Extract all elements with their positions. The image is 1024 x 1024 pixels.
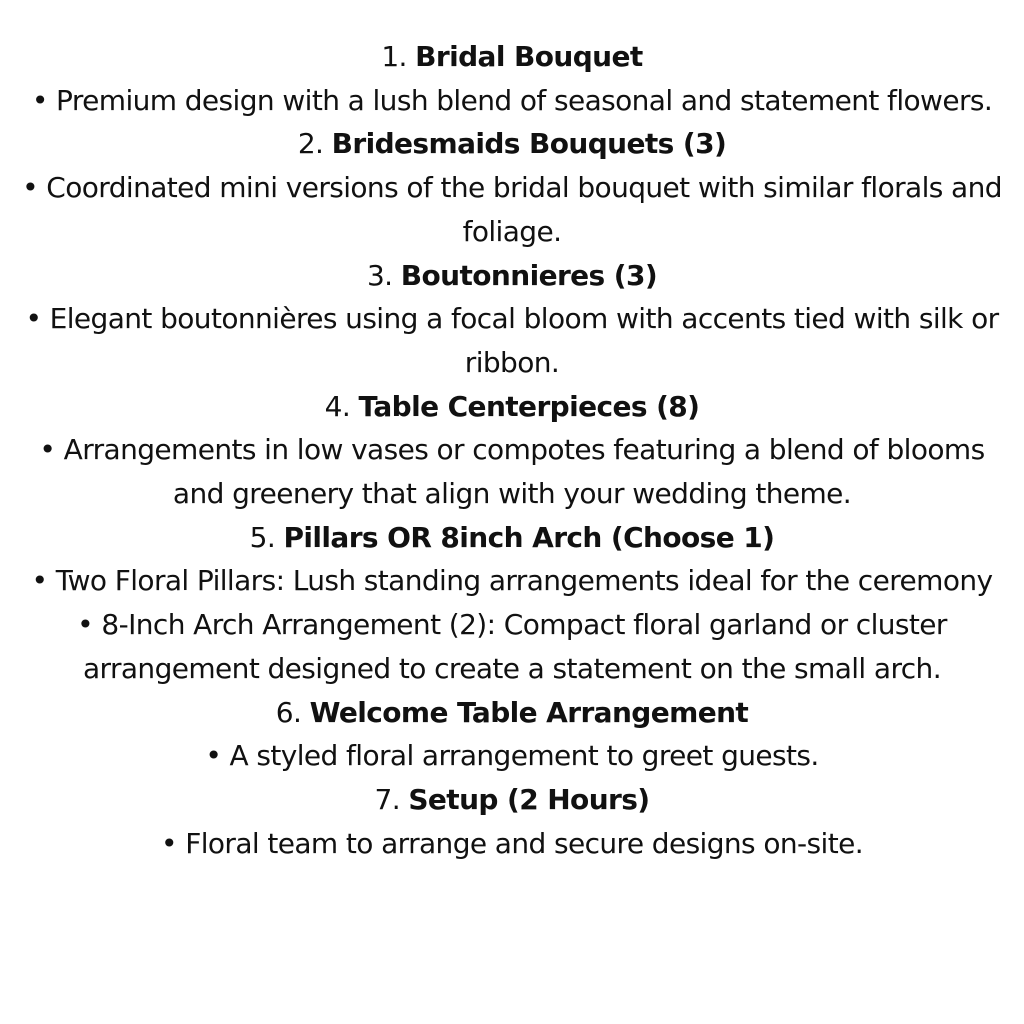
section-5-bullet-pillars: • Two Floral Pillars: Lush standing arrangements ideal for the ceremony	[31, 564, 993, 598]
section-6-bullet: • A styled floral arrangement to greet guests.	[205, 739, 819, 773]
section-5-bullet-arch: • 8-Inch Arch Arrangement (2): Compact floral garland or cluster arrangement designed to create a statement on the small arch.	[77, 608, 947, 685]
section-4-heading	[14, 385, 1010, 429]
section-3-heading	[14, 254, 1010, 298]
section-title: Boutonnieres (3)	[400, 258, 658, 292]
section-number: 6.	[275, 695, 302, 729]
section-number: 1.	[381, 40, 407, 73]
section-5-heading	[14, 516, 1010, 560]
section-2-heading	[14, 122, 1010, 166]
package-list	[0, 35, 1024, 865]
section-7-heading	[14, 778, 1010, 822]
section-title: Pillars OR 8inch Arch (Choose 1)	[283, 520, 775, 554]
section-1-bullet: • Premium design with a lush blend of seasonal and statement flowers.	[31, 83, 993, 117]
section-number: 3.	[366, 258, 393, 292]
section-6-heading	[14, 691, 1010, 735]
section-number: 7.	[374, 782, 401, 816]
section-title: Setup (2 Hours)	[408, 782, 650, 816]
section-title: Bridesmaids Bouquets (3)	[331, 127, 727, 161]
section-2-bullet: • Coordinated mini versions of the bridal bouquet with similar florals and foliage.	[22, 171, 1002, 248]
section-1-heading	[14, 35, 1010, 79]
section-title: Bridal Bouquet	[415, 40, 643, 73]
section-number: 5.	[249, 520, 276, 554]
section-3-bullet: • Elegant boutonnières using a focal bloom with accents tied with silk or ribbon.	[25, 302, 999, 379]
section-title: Table Centerpieces (8)	[358, 389, 700, 423]
section-number: 4.	[324, 389, 351, 423]
section-7-bullet: • Floral team to arrange and secure designs on-site.	[160, 826, 863, 860]
section-number: 2.	[297, 127, 324, 161]
section-title: Welcome Table Arrangement	[309, 695, 749, 729]
section-4-bullet: • Arrangements in low vases or compotes featuring a blend of blooms and greenery that align with your wedding theme.	[39, 433, 985, 511]
